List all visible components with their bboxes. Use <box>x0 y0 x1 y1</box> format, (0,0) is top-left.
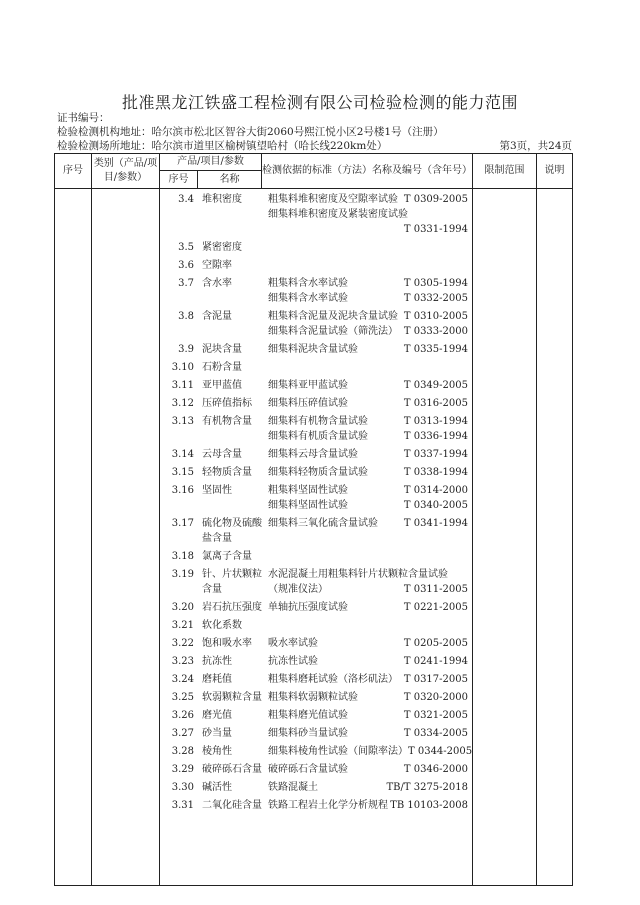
item-name: 轻物质含量 <box>202 467 252 478</box>
table-row <box>160 564 472 597</box>
standard-code: T 0338-1994 <box>403 467 468 478</box>
item-number: 3.9 <box>178 344 194 355</box>
standard-cell <box>262 192 472 237</box>
item-name: 二氧化硅含量 <box>202 800 262 811</box>
page-info: 第3页，共24页 <box>499 140 572 152</box>
standard-code: T 0349-2005 <box>403 380 468 391</box>
item-name: 有机物含量 <box>202 416 252 427</box>
standard-name: 粗集料含水率试验 <box>268 278 348 289</box>
item-name: 含泥量 <box>202 311 232 322</box>
standard-code: T 0320-2000 <box>403 692 468 703</box>
standard-code: T 0314-2000 <box>403 485 468 496</box>
standard-cell <box>262 378 472 393</box>
document-title: 批准黑龙江铁盛工程检测有限公司检验检测的能力范围 <box>121 93 518 112</box>
standard-line <box>268 744 472 759</box>
standard-cell <box>262 276 472 306</box>
standard-cell <box>262 309 472 339</box>
table-row <box>160 546 472 564</box>
item-name: 石粉含量 <box>202 362 242 373</box>
table-row <box>160 513 472 546</box>
standard-line <box>268 447 468 462</box>
standard-line <box>268 483 468 498</box>
standard-code: T 0305-1994 <box>403 278 468 289</box>
standard-line <box>268 636 468 651</box>
table-row <box>160 759 472 777</box>
standard-line <box>268 600 468 615</box>
org-address: 检验检测机构地址：哈尔滨市松北区智谷大街2060号熙江悦小区2号楼1号（注册） <box>57 126 444 138</box>
standard-line <box>268 222 468 237</box>
item-name: 紧密密度 <box>202 242 242 253</box>
standard-cell <box>262 690 472 705</box>
standard-line <box>268 396 468 411</box>
standard-name: 细集料云母含量试验 <box>268 449 358 460</box>
standard-cell <box>262 762 472 777</box>
standard-name: 细集料泥块含量试验 <box>268 344 358 355</box>
standard-code: T 0241-1994 <box>403 656 468 667</box>
table-row <box>160 795 472 813</box>
item-name: 抗冻性 <box>202 656 232 667</box>
standard-code: T 0310-2005 <box>403 311 468 322</box>
standard-code: T 0221-2005 <box>403 602 468 613</box>
item-name: 堆积密度 <box>202 194 242 205</box>
standard-cell <box>262 708 472 723</box>
item-list <box>160 189 472 813</box>
header-seq: 序号 <box>55 154 92 189</box>
standard-name: 粗集料软弱颗粒试验 <box>268 692 358 703</box>
capability-table <box>54 153 573 886</box>
item-number: 3.26 <box>171 710 194 721</box>
standard-code: T 0341-1994 <box>403 518 468 529</box>
standard-code: T 0316-2005 <box>403 398 468 409</box>
table-row <box>160 723 472 741</box>
item-name: 硫化物及硫酸盐含量 <box>202 518 262 544</box>
standard-line <box>268 324 468 339</box>
standard-name: 破碎砾石含量试验 <box>268 764 348 775</box>
table-row <box>160 651 472 669</box>
standard-cell <box>262 342 472 357</box>
standard-code: T 0331-1994 <box>403 224 468 235</box>
item-number: 3.10 <box>171 362 194 373</box>
item-number: 3.14 <box>171 449 194 460</box>
table-row <box>160 393 472 411</box>
item-number: 3.24 <box>171 674 194 685</box>
table-row <box>160 462 472 480</box>
table-row <box>160 273 472 306</box>
item-name: 含水率 <box>202 278 232 289</box>
item-name: 云母含量 <box>202 449 242 460</box>
standard-name: 粗集料含泥量及泥块含量试验 <box>268 311 398 322</box>
item-name: 泥块含量 <box>202 344 242 355</box>
item-name: 破碎砾石含量 <box>202 764 262 775</box>
standard-line <box>268 498 468 513</box>
item-number: 3.31 <box>171 800 194 811</box>
item-number: 3.12 <box>171 398 194 409</box>
item-number: 3.16 <box>171 485 194 496</box>
table-row <box>160 411 472 444</box>
standard-name: 细集料砂当量试验 <box>268 728 348 739</box>
limit-cell <box>473 189 537 886</box>
item-name: 亚甲蓝值 <box>202 380 242 391</box>
standard-name: 粗集料磨光值试验 <box>268 710 348 721</box>
item-name: 空隙率 <box>202 260 232 271</box>
standard-name: 铁路工程岩土化学分析规程 <box>268 800 388 811</box>
standard-code: T 0309-2005 <box>403 194 468 205</box>
item-number: 3.4 <box>178 194 194 205</box>
standard-code: T 0205-2005 <box>403 638 468 649</box>
standard-code: T 0333-2000 <box>403 326 468 337</box>
category-cell <box>92 189 160 886</box>
item-number: 3.23 <box>171 656 194 667</box>
standard-line <box>268 309 468 324</box>
standard-code: T 0337-1994 <box>403 449 468 460</box>
item-number: 3.7 <box>178 278 194 289</box>
item-name: 棱角性 <box>202 746 232 757</box>
table-row <box>160 741 472 759</box>
item-number: 3.21 <box>171 620 194 631</box>
standard-name: 细集料有机物含量试验 <box>268 416 368 427</box>
standard-line <box>268 342 468 357</box>
standard-code: T 0344-2005 <box>408 746 473 757</box>
site-address: 检验检测场所地址：哈尔滨市道里区榆树镇望哈村（哈长线220km处） <box>57 140 388 152</box>
standard-code: T 0340-2005 <box>403 500 468 511</box>
header-limit: 限制范围 <box>473 154 537 189</box>
item-name: 软弱颗粒含量 <box>202 692 262 703</box>
standard-cell <box>262 780 472 795</box>
item-name: 砂当量 <box>202 728 232 739</box>
item-name: 压碎值指标 <box>202 398 252 409</box>
standard-cell <box>262 567 472 597</box>
standard-cell <box>262 600 472 615</box>
item-number: 3.17 <box>171 518 194 529</box>
item-number: 3.28 <box>171 746 194 757</box>
header-standard: 检测依据的标准（方法）名称及编号（含年号） <box>262 154 473 189</box>
standard-name: 吸水率试验 <box>268 638 318 649</box>
standard-line <box>268 207 468 222</box>
standard-cell <box>262 798 472 813</box>
standard-cell <box>262 654 472 669</box>
standard-line <box>268 276 468 291</box>
standard-cell <box>262 447 472 462</box>
header-item-name: 名称 <box>198 171 262 189</box>
header-product-group: 产品/项目/参数 <box>160 154 262 171</box>
standard-cell <box>262 744 476 759</box>
item-number: 3.5 <box>178 242 194 253</box>
standard-name: 细集料棱角性试验（间隙率法） <box>268 746 408 757</box>
standard-line <box>268 690 468 705</box>
standard-line <box>268 516 468 531</box>
standard-line <box>268 192 468 207</box>
standard-name: 细集料坚固性试验 <box>268 500 348 511</box>
standard-code: T 0321-2005 <box>403 710 468 721</box>
standard-cell <box>262 465 472 480</box>
standard-line <box>268 654 468 669</box>
item-name: 软化系数 <box>202 620 242 631</box>
item-number: 3.25 <box>171 692 194 703</box>
table-row <box>160 237 472 255</box>
header-note: 说明 <box>537 154 573 189</box>
table-row <box>160 615 472 633</box>
item-number: 3.8 <box>178 311 194 322</box>
item-name: 坚固性 <box>202 485 232 496</box>
item-name: 岩石抗压强度 <box>202 602 262 613</box>
standard-line <box>268 798 468 813</box>
standard-line <box>268 465 468 480</box>
standard-code: TB/T 3275-2018 <box>386 782 468 793</box>
standard-name: 单轴抗压强度试验 <box>268 602 348 613</box>
table-row <box>160 705 472 723</box>
table-row <box>160 687 472 705</box>
standard-cell <box>262 414 472 444</box>
standard-name: 细集料轻物质含量试验 <box>268 467 368 478</box>
standard-line <box>268 291 468 306</box>
table-row <box>160 189 472 237</box>
standard-name: 粗集料堆积密度及空隙率试验 <box>268 194 398 205</box>
table-row <box>160 255 472 273</box>
item-number: 3.19 <box>171 569 194 580</box>
standard-name: 细集料压碎值试验 <box>268 398 348 409</box>
standard-name: （规准仪法） <box>268 584 328 595</box>
table-row <box>160 357 472 375</box>
standard-line <box>268 672 468 687</box>
standard-name: 细集料有机质含量试验 <box>268 431 368 442</box>
table-row <box>160 375 472 393</box>
item-name: 饱和吸水率 <box>202 638 252 649</box>
standard-name: 细集料堆积密度及紧装密度试验 <box>268 209 408 220</box>
item-number: 3.22 <box>171 638 194 649</box>
table-row <box>160 480 472 513</box>
standard-name: 水泥混凝土用粗集料针片状颗粒含量试验 <box>268 569 448 580</box>
standard-name: 抗冻性试验 <box>268 656 318 667</box>
standard-name: 细集料含水率试验 <box>268 293 348 304</box>
standard-line <box>268 378 468 393</box>
item-name: 碱活性 <box>202 782 232 793</box>
standard-line <box>268 762 468 777</box>
standard-name: 细集料亚甲蓝试验 <box>268 380 348 391</box>
standard-line <box>268 414 468 429</box>
items-cell <box>160 189 473 886</box>
item-number: 3.15 <box>171 467 194 478</box>
standard-name: 粗集料坚固性试验 <box>268 485 348 496</box>
standard-code: T 0313-1994 <box>403 416 468 427</box>
standard-cell <box>262 483 472 513</box>
seq-cell <box>55 189 92 886</box>
standard-line <box>268 567 468 582</box>
standard-line <box>268 780 468 795</box>
table-row <box>160 306 472 339</box>
standard-name: 细集料三氧化硫含量试验 <box>268 518 378 529</box>
item-name: 磨光值 <box>202 710 232 721</box>
standard-code: T 0346-2000 <box>403 764 468 775</box>
standard-code: T 0335-1994 <box>403 344 468 355</box>
standard-code: T 0311-2005 <box>403 584 468 595</box>
item-number: 3.6 <box>178 260 194 271</box>
table-row <box>160 669 472 687</box>
item-number: 3.20 <box>171 602 194 613</box>
standard-cell <box>262 672 472 687</box>
table-row <box>160 597 472 615</box>
standard-code: T 0336-1994 <box>403 431 468 442</box>
standard-code: T 0332-2005 <box>403 293 468 304</box>
item-name: 氯离子含量 <box>202 551 252 562</box>
standard-code: TB 10103-2008 <box>390 800 468 811</box>
standard-code: T 0334-2005 <box>403 728 468 739</box>
certificate-number-label: 证书编号： <box>57 112 110 124</box>
item-number: 3.13 <box>171 416 194 427</box>
header-category: 类别（产品/项目/参数） <box>92 154 160 189</box>
standard-cell <box>262 726 472 741</box>
item-number: 3.29 <box>171 764 194 775</box>
standard-line <box>268 726 468 741</box>
item-number: 3.18 <box>171 551 194 562</box>
table-row <box>160 777 472 795</box>
standard-cell <box>262 636 472 651</box>
table-row <box>160 339 472 357</box>
standard-line <box>268 429 468 444</box>
standard-name: 铁路混凝土 <box>268 782 318 793</box>
item-number: 3.30 <box>171 782 194 793</box>
item-name: 针、片状颗粒含量 <box>202 569 262 595</box>
note-cell <box>537 189 573 886</box>
table-row <box>160 444 472 462</box>
item-name: 磨耗值 <box>202 674 232 685</box>
standard-name: 细集料含泥量试验（筛洗法） <box>268 326 398 337</box>
header-item-no: 序号 <box>160 171 198 189</box>
standard-name: 粗集料磨耗试验（洛杉矶法） <box>268 674 398 685</box>
item-number: 3.27 <box>171 728 194 739</box>
standard-line <box>268 708 468 723</box>
standard-code: T 0317-2005 <box>403 674 468 685</box>
table-row <box>160 633 472 651</box>
standard-cell <box>262 516 472 531</box>
standard-line <box>268 582 468 597</box>
item-number: 3.11 <box>171 380 194 391</box>
standard-cell <box>262 396 472 411</box>
